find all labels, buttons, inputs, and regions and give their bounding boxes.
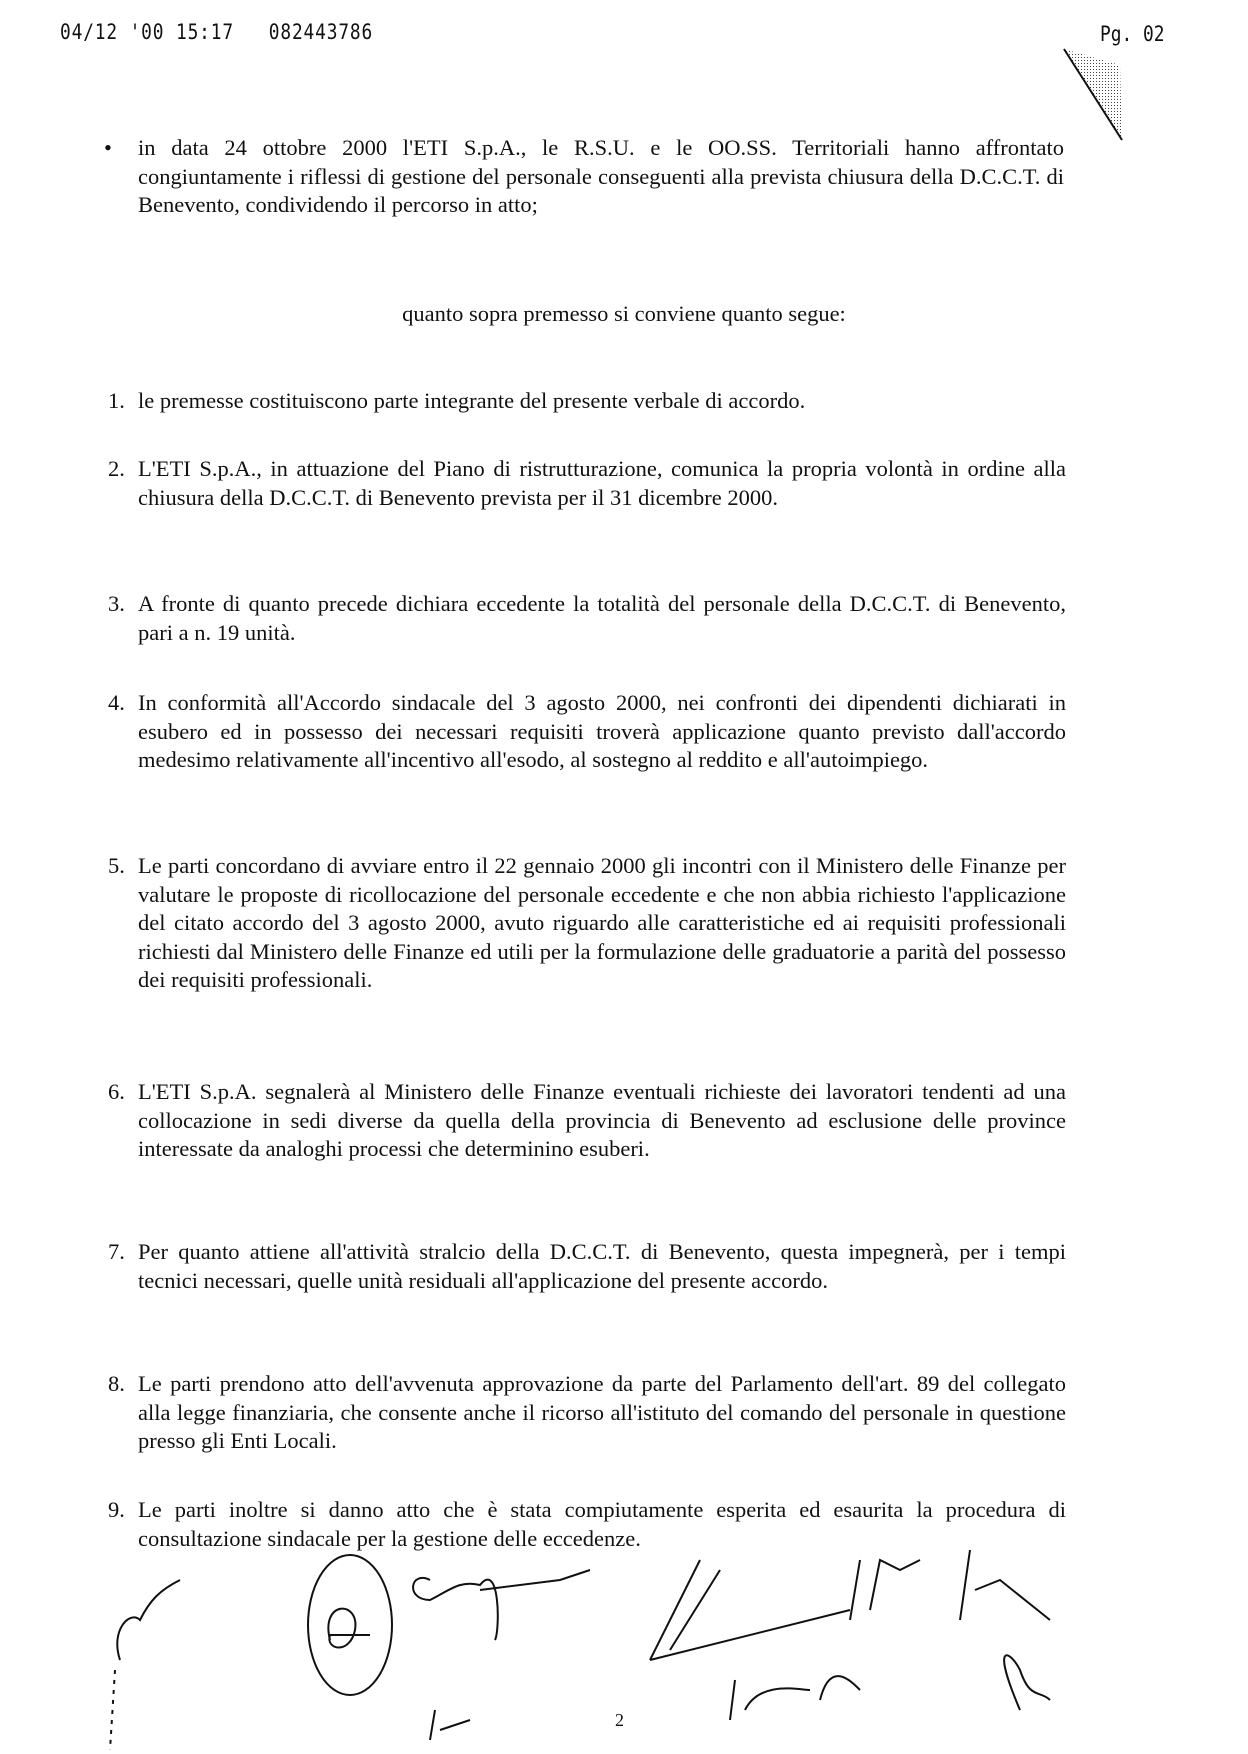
signature-2: [328, 1609, 370, 1648]
fax-number: 082443786: [268, 20, 374, 44]
clause-3: 3. A fronte di quanto precede dichiara eccedente la totalità del personale della D.C.C.T. di Benevento, pari a n. 19 unità.: [108, 591, 1066, 645]
signature-5: [850, 1560, 920, 1620]
clause-7: 7. Per quanto attiene all'attività stralcio della D.C.C.T. di Benevento, questa impegnerà, per i tempi tecnici necessari, quelle unità residuali all'applicazione del presente accordo.: [108, 1239, 1066, 1293]
intro-line: quanto sopra premesso si conviene quanto segue:: [402, 301, 846, 326]
clause-1: 1. le premesse costituiscono parte integrante del presente verbale di accordo.: [108, 388, 806, 413]
signature-stamp: [308, 1555, 392, 1695]
signature-9: [430, 1710, 470, 1740]
clause-9: 9. Le parti inoltre si danno atto che è stata compiutamente esperita ed esaurita la procedura di consultazione sindacale per la gestione delle eccedenze.: [108, 1497, 1066, 1551]
fax-header: [60, 20, 373, 44]
clause-5: 5. Le parti concordano di avviare entro il 22 gennaio 2000 gli incontri con il Ministero delle Finanze per valutare le proposte di ricollocazione del personale eccedente e che non abbia richiesto l'applicazione del citato accordo del 3 agosto 2000, avuto riguardo alle caratteristiche ed ai requisiti professionali richiesti dal Ministero delle Finanze ed utili per la formulazione delle graduatorie a parità del possesso dei requisiti professionali.: [108, 853, 1066, 992]
clause-4: 4. In conformità all'Accordo sindacale del 3 agosto 2000, nei confronti dei dipendenti dichiarati in esubero ed in possesso dei necessari requisiti troverà applicazione quanto previsto dall'accordo medesimo relativamente all'incentivo all'esodo, al sostegno al reddito e all'autoimpiego.: [108, 690, 1066, 772]
clause-8: 8. Le parti prendono atto dell'avvenuta approvazione da parte del Parlamento dell'art. 89 del collegato alla legge finanziaria, che consente anche il ricorso all'istituto del comando del personale in questione presso gli Enti Locali.: [108, 1371, 1066, 1453]
signature-7: [1004, 1655, 1050, 1710]
signature-6: [960, 1550, 1050, 1620]
signature-8: [730, 1676, 860, 1720]
page-corner-mark: [1060, 45, 1130, 155]
clause-6: 6. L'ETI S.p.A. segnalerà al Ministero delle Finanze eventuali richieste dei lavoratori tendenti ad una collocazione in sedi diverse da quella della provincia di Benevento ad esclusione delle province interessate da analoghi processi che determinino esuberi.: [108, 1079, 1066, 1161]
page-number: 2: [615, 1710, 624, 1730]
signature-3: [413, 1570, 590, 1640]
signatures: [0, 1540, 1248, 1754]
fax-page-label: Pg. 02: [1100, 22, 1165, 46]
signature-1: [117, 1580, 180, 1660]
premise-bullet: [104, 134, 1064, 220]
premise-text: in data 24 ottobre 2000 l'ETI S.p.A., le R.S.U. e le OO.SS. Territoriali hanno affrontato congiuntamente i riflessi di gestione del personale conseguenti alla prevista chiusura della D.C.C.T. di Benevento, condividendo il percorso in atto;: [138, 135, 1064, 217]
fax-timestamp: 04/12 '00 15:17: [60, 20, 234, 44]
signature-4: [650, 1560, 850, 1660]
clause-2: 2. L'ETI S.p.A., in attuazione del Piano di ristrutturazione, comunica la propria volontà in ordine alla chiusura della D.C.C.T. di Benevento prevista per il 31 dicembre 2000.: [108, 456, 1066, 510]
bullet-icon: •: [104, 135, 112, 160]
